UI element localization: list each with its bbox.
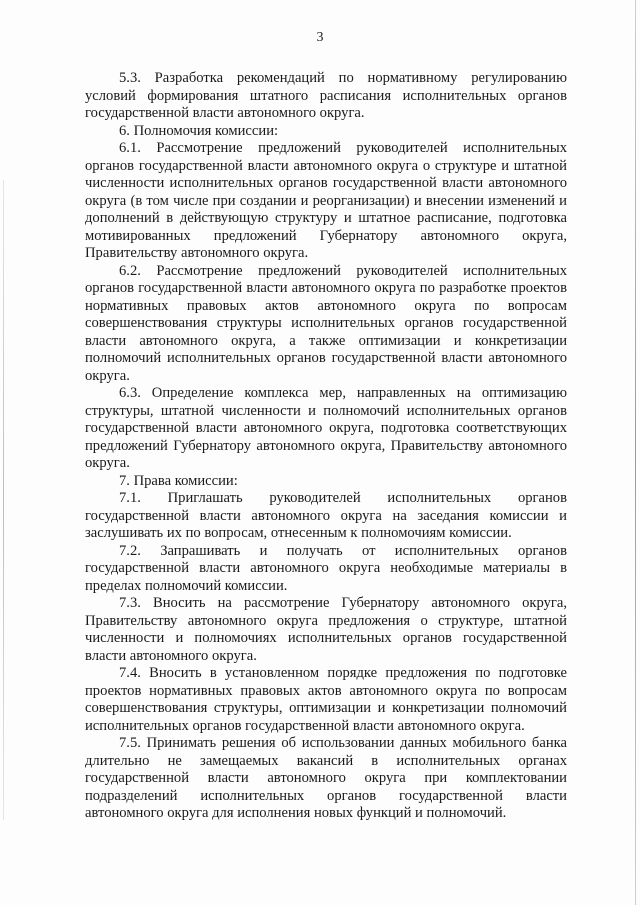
paragraph-6-2: 6.2. Рассмотрение предложений руководителей исполнительных органов государственной власти автономного округа по разработке проектов нормативных правовых актов автономного округа по вопросам совершенствования структуры исполнительных органов государственной власти автономного округа, а также оптимизации и конкретизации полномочий исполнительных органов государственной власти автономного округа. [85,262,567,384]
document-body [85,70,567,823]
paragraph-6-1: 6.1. Рассмотрение предложений руководителей исполнительных органов государственной власти автономного округа о структуре и штатной численности исполнительных органов государственной власти автономного округа (в том числе при создании и реорганизации) и внесении изменений и дополнений в действующую структуру и штатное расписание, подготовка мотивированных предложений Губернатору автономного округа, Правительству автономного округа. [85,140,567,261]
section-heading-6: 6. Полномочия комиссии: [119,122,279,139]
paragraph-7-1: 7.1. Приглашать руководителей исполнительных органов государственной власти автономного округа на заседания комиссии и заслушивать их по вопросам, отнесенным к полномочиям комиссии. [85,490,567,541]
paragraph-5-3: 5.3. Разработка рекомендаций по нормативному регулированию условий формирования штатного расписания исполнительных органов государственной власти автономного округа. [85,70,567,121]
paragraph-6-3: 6.3. Определение комплекса мер, направленных на оптимизацию структуры, штатной численности и полномочий исполнительных органов государственной власти автономного округа, подготовка соответствующих предложений Губернатору автономного округа, Правительству автономного округа. [85,385,567,471]
paragraph-7-5: 7.5. Принимать решения об использовании данных мобильного банка длительно не замещаемых вакансий в исполнительных органах государственной власти автономного округа при комплектовании подразделений исполнительных органов государственной власти автономного округа для исполнения новых функций и полномочий. [85,735,567,821]
paragraph-7-2: 7.2. Запрашивать и получать от исполнительных органов государственной власти автономного округа необходимые материалы в пределах полномочий комиссии. [85,542,567,594]
scan-edge-left [3,180,4,820]
paragraph-7-3: 7.3. Вносить на рассмотрение Губернатору автономного округа, Правительству автономного округа предложения о структуре, штатной численности и полномочиях исполнительных органов государственной власти автономного округа. [85,595,567,664]
section-heading-7: 7. Права комиссии: [119,472,238,489]
page-number: 3 [316,30,324,45]
paragraph-7-4: 7.4. Вносить в установленном порядке предложения по подготовке проектов нормативных правовых актов автономного округа по вопросам совершенствования структуры, оптимизации и конкретизации полномочий исполнительных органов государственной власти автономного округа. [85,665,567,734]
scan-edge-right [635,0,636,905]
